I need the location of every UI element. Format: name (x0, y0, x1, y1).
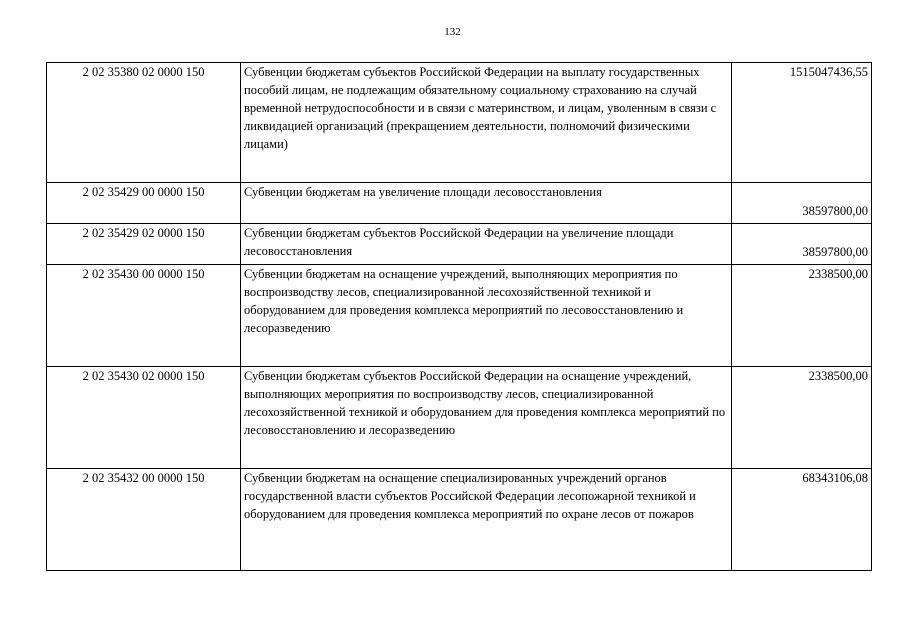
amount-cell: 1515047436,55 (732, 63, 872, 183)
amount-cell: 2338500,00 (732, 265, 872, 367)
description-cell: Субвенции бюджетам на оснащение специализированных учреждений органов государственной власти субъектов Российской Федерации лесопожарной техникой и оборудованием для проведения комплекса мероприятий по охране лесов от пожаров (241, 469, 732, 571)
amount-cell: 68343106,08 (732, 469, 872, 571)
budget-code-cell: 2 02 35429 02 0000 150 (47, 224, 241, 265)
amount-cell: 38597800,00 (732, 224, 872, 265)
amount-cell: 38597800,00 (732, 183, 872, 224)
budget-code-cell: 2 02 35430 00 0000 150 (47, 265, 241, 367)
table-row (47, 63, 872, 183)
page-number: 132 (444, 26, 461, 38)
budget-code-cell: 2 02 35430 02 0000 150 (47, 367, 241, 469)
description-cell: Субвенции бюджетам субъектов Российской Федерации на увеличение площади лесовосстановления (241, 224, 732, 265)
budget-code-cell: 2 02 35380 02 0000 150 (47, 63, 241, 183)
table-row (47, 265, 872, 367)
budget-code-cell: 2 02 35429 00 0000 150 (47, 183, 241, 224)
amount-cell: 2338500,00 (732, 367, 872, 469)
description-cell: Субвенции бюджетам субъектов Российской Федерации на оснащение учреждений, выполняющих мероприятия по воспроизводству лесов, специализированной лесохозяйственной техникой и оборудованием для проведения комплекса мероприятий по лесовосстановлению и лесоразведению (241, 367, 732, 469)
budget-table (46, 62, 872, 571)
description-cell: Субвенции бюджетам субъектов Российской Федерации на выплату государственных пособий лицам, не подлежащим обязательному социальному страхованию на случай временной нетрудоспособности и в связи с материнством, и лицам, уволенным в связи с ликвидацией организаций (прекращением деятельности, полномочий физическими лицами) (241, 63, 732, 183)
budget-code-cell: 2 02 35432 00 0000 150 (47, 469, 241, 571)
table-row (47, 469, 872, 571)
description-cell: Субвенции бюджетам на увеличение площади лесовосстановления (241, 183, 732, 224)
description-cell: Субвенции бюджетам на оснащение учреждений, выполняющих мероприятия по воспроизводству лесов, специализированной лесохозяйственной техникой и оборудованием для проведения комплекса мероприятий по лесовосстановлению и лесоразведению (241, 265, 732, 367)
table-row (47, 224, 872, 265)
table-row (47, 183, 872, 224)
table-row (47, 367, 872, 469)
